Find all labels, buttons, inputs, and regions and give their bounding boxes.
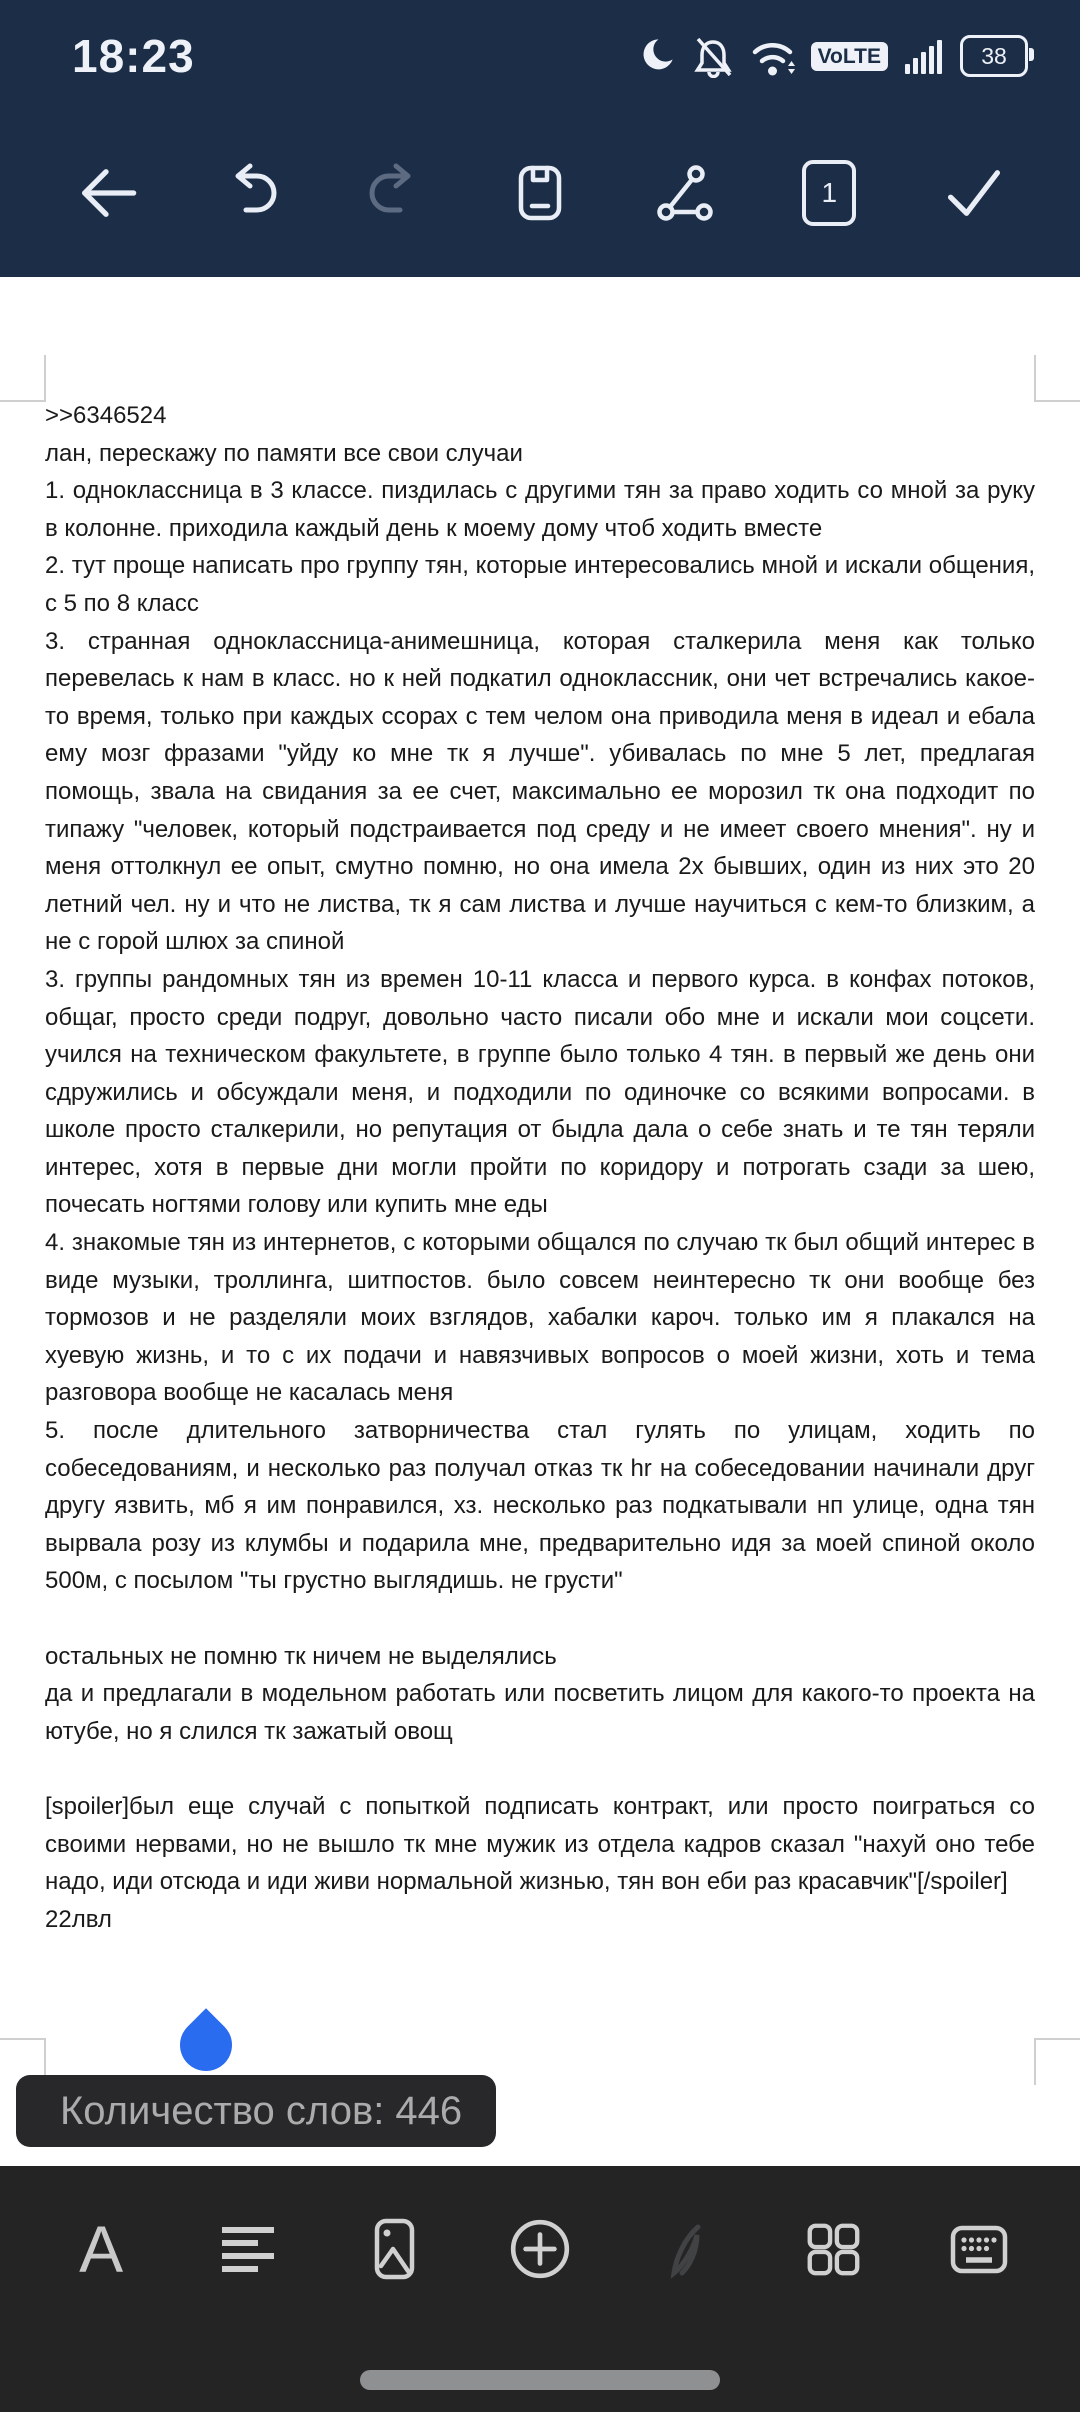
- paragraph: 3. странная одноклассница-анимешница, которая сталкерила меня как только перевелась к нам в класс. но к ней подкатил одноклассник, они чет встречались какое-то время, только при каждых ссорах с тем челом она приводила меня в идеал и ебала ему мозг фразами "уйду ко мне тк я лучше". убивалась по мне 5 лет, предлагая помощь, звала на свидания за ее счет, максимально ее морозил тк она подходит по типажу "человек, который подстраивается под среду и не имеет своего мнения". ну и меня оттолкнул ее опыт, смутно помню, но она имела 2х бывших, один из них это 20 летний чел. ну и что не листва, тк я сам листва и лучше научиться с кем-то близким, а не с горой шлюх за спиной: [45, 627, 1035, 956]
- text-cursor-handle[interactable]: [169, 2008, 243, 2082]
- back-button[interactable]: [64, 151, 148, 235]
- share-route-icon: [653, 161, 717, 225]
- undo-icon: [219, 161, 283, 225]
- paragraph: остальных не помню тк ничем не выделялись: [45, 1642, 557, 1670]
- document-page[interactable]: [0, 277, 1080, 2166]
- insert-button[interactable]: [495, 2204, 585, 2294]
- font-style-icon: A: [79, 2212, 124, 2286]
- keyboard-button[interactable]: [934, 2204, 1024, 2294]
- check-icon: [940, 159, 1008, 227]
- paragraph: 4. знакомые тян из интернетов, с которыми общался по случаю тк был общий интерес в виде музыки, троллинга, шитпостов. было совсем неинтересно тк они вообще без тормозов и не разделяли моих взглядов, хабалки кароч. только им я плакался на хуевую жизнь, и то с их подачи и навязчивых вопросов о моей жизни, хоть и тема разговора вообще не касалась меня: [45, 1229, 1035, 1407]
- pen-button[interactable]: [641, 2204, 731, 2294]
- paragraph: да и предлагали в модельном работать или посветить лицом для какого-то проекта на ютубе, но я слился тк зажатый овощ: [45, 1680, 1035, 1745]
- signal-strength-icon: [903, 37, 945, 75]
- home-indicator[interactable]: [360, 2370, 720, 2390]
- margin-corner-mark: [0, 355, 46, 402]
- battery-icon: [960, 35, 1028, 77]
- paragraph: 3. группы рандомных тян из времен 10-11 класса и первого курса. в конфах потоков, общаг, просто среди подруг, довольно часто писали обо мне и искали мои соцсети. учился на техническом факультете, в группе было только 4 тян. в первый же день они сдружились и обсуждали меня, и подходили по одиночке со всякими вопросами. в школе просто сталкерили, но репутация от быдла дала о себе знать и те тян теряли интерес, хотя в первые дни могли пройти по коридору и потрогать сзади за шею, почесать ногтями голову или купить мне еды: [45, 965, 1035, 1219]
- paragraph: [45, 1750, 1035, 1788]
- status-bar: [0, 24, 1080, 88]
- page-number: 1: [821, 177, 838, 208]
- page-number-box: [802, 160, 856, 226]
- redo-icon: [363, 161, 427, 225]
- page-count-button[interactable]: [787, 151, 871, 235]
- redo-button[interactable]: [353, 151, 437, 235]
- paragraph-format-icon: [215, 2217, 279, 2281]
- moon-icon: [636, 36, 676, 76]
- volte-badge: VoLTE: [811, 42, 888, 71]
- top-app-bar: [0, 0, 1080, 277]
- status-icons: [636, 34, 1028, 78]
- margin-corner-mark: [1034, 2038, 1080, 2085]
- bottom-toolbar: [0, 2166, 1080, 2412]
- insert-plus-icon: [507, 2216, 573, 2282]
- blocks-button[interactable]: [788, 2204, 878, 2294]
- paragraph: >>6346524: [45, 402, 167, 429]
- bottom-toolbar-icons: [0, 2204, 1080, 2294]
- battery-level: 38: [981, 42, 1007, 69]
- word-count-tooltip: [16, 2075, 496, 2147]
- paragraph: лан, перескажу по памяти все свои случаи: [45, 439, 523, 467]
- word-count-text: Количество слов: 446: [60, 2088, 463, 2133]
- save-icon: [508, 161, 572, 225]
- paragraph: 1. одноклассница в 3 классе. пиздилась с другими тян за право ходить со мной за руку в колонне. приходила каждый день к моему дому чтоб ходить вместе: [45, 477, 1035, 542]
- bell-off-icon: [691, 34, 735, 78]
- arrow-left-icon: [72, 159, 140, 227]
- paragraph: 2. тут проще написать про группу тян, которые интересовались мной и искали общения, с 5 по 8 класс: [45, 552, 1035, 617]
- share-button[interactable]: [643, 151, 727, 235]
- confirm-button[interactable]: [932, 151, 1016, 235]
- insert-image-button[interactable]: [349, 2204, 439, 2294]
- insert-image-icon: [362, 2217, 426, 2281]
- blocks-icon: [802, 2218, 864, 2280]
- paragraph: 5. после длительного затворничества стал гулять по улицам, ходить по собеседованиям, и несколько раз получал отказ тк hr на собеседовании начинали друг другу язвить, мб я им понравился, хз. несколько раз подкатывали нп улице, одна тян вырвала розу из клумбы и подарила мне, предварительно идя за моей спиной около 500м, с посылом "ты грустно выглядишь. не грусти": [45, 1417, 1035, 1595]
- keyboard-icon: [947, 2217, 1011, 2281]
- margin-corner-mark: [1034, 355, 1080, 402]
- pen-icon: [654, 2217, 718, 2281]
- save-button[interactable]: [498, 151, 582, 235]
- paragraph-format-button[interactable]: [202, 2204, 292, 2294]
- paragraph: 22лвл: [45, 1905, 112, 1933]
- font-style-button[interactable]: [56, 2204, 146, 2294]
- editor-toolbar: [0, 108, 1080, 278]
- paragraph: [spoiler]был еще случай с попыткой подписать контракт, или просто поиграться со своими нервами, но не вышло тк мне мужик из отдела кадров сказал "нахуй оно тебе надо, иди отсюда и иди живи нормальной жизнью, тян вон еби раз красавчик"[/spoiler]: [45, 1792, 1035, 1896]
- paragraph: [45, 1600, 1035, 1638]
- undo-button[interactable]: [209, 151, 293, 235]
- wifi-icon: [750, 35, 796, 77]
- document-text[interactable]: [45, 397, 1035, 1938]
- clock: 18:23: [72, 30, 195, 82]
